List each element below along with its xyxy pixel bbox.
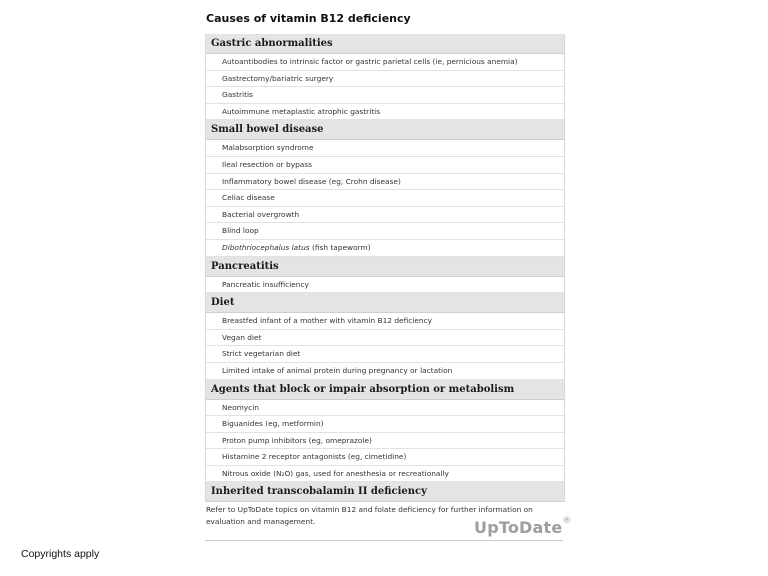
list-item (206, 449, 564, 466)
uptodate-logo (474, 518, 572, 537)
list-item (206, 416, 564, 433)
list-item (206, 54, 564, 71)
section-heading: Gastric abnormalities (206, 34, 564, 54)
item-text: Biguanides (eg, metformin) (222, 419, 324, 429)
section-heading: Small bowel disease (206, 120, 564, 140)
item-text: Inflammatory bowel disease (eg, Crohn disease) (222, 176, 401, 186)
registered-mark: ® (562, 516, 572, 526)
causes-table (205, 34, 565, 502)
list-item (206, 140, 564, 157)
list-item (206, 71, 564, 88)
copyright-notice: Copyrights apply (21, 548, 100, 560)
list-item (206, 223, 564, 240)
item-text: Limited intake of animal protein during pregnancy or lactation (222, 365, 453, 375)
bottom-divider (205, 540, 563, 541)
list-item (206, 207, 564, 224)
list-item (206, 346, 564, 363)
item-text: Breastfed infant of a mother with vitamin B12 deficiency (222, 316, 433, 326)
section-heading: Inherited transcobalamin II deficiency (206, 482, 564, 502)
list-item (206, 87, 564, 104)
list-item (206, 313, 564, 330)
list-item (206, 400, 564, 417)
list-item (206, 277, 564, 294)
item-text: Blind loop (222, 226, 259, 236)
item-text: Autoantibodies to intrinsic factor or gastric parietal cells (ie, pernicious anemia) (222, 57, 518, 66)
item-text: Celiac disease (222, 193, 275, 203)
list-item (206, 104, 564, 121)
item-text: Vegan diet (222, 332, 262, 342)
list-item (206, 330, 564, 347)
section-heading: Agents that block or impair absorption or metabolism (206, 380, 564, 400)
item-italic-text: Dibothriocephalus latus (222, 242, 310, 252)
item-text: Bacterial overgrowth (222, 209, 300, 219)
item-text: Gastritis (222, 90, 253, 100)
list-item (206, 190, 564, 207)
brand-name: UpToDate (474, 518, 563, 537)
item-text: Nitrous oxide (N₂O) gas, used for anesthesia or recreationally (222, 468, 449, 478)
footnote: Refer to UpToDate topics on vitamin B12 and folate deficiency for further information on evaluation and management. (206, 505, 533, 526)
item-text: Histamine 2 receptor antagonists (eg, cimetidine) (222, 452, 407, 462)
list-item (206, 240, 564, 257)
item-text: Strict vegetarian diet (222, 349, 301, 359)
list-item (206, 157, 564, 174)
list-item (206, 466, 564, 483)
list-item (206, 363, 564, 380)
item-text: Proton pump inhibitors (eg, omeprazole) (222, 435, 372, 445)
table-title: Causes of vitamin B12 deficiency (206, 12, 411, 25)
item-text: Ileal resection or bypass (222, 159, 312, 169)
item-text: Malabsorption syndrome (222, 143, 314, 153)
item-text: Autoimmune metaplastic atrophic gastritis (222, 106, 381, 116)
list-item (206, 174, 564, 191)
section-heading: Diet (206, 293, 564, 313)
list-item (206, 433, 564, 450)
item-text: (fish tapeworm) (309, 242, 371, 252)
item-text: Gastrectomy/bariatric surgery (222, 73, 334, 83)
item-text: Pancreatic insufficiency (222, 279, 309, 289)
item-text: Neomycin (222, 402, 259, 412)
section-heading: Pancreatitis (206, 257, 564, 277)
